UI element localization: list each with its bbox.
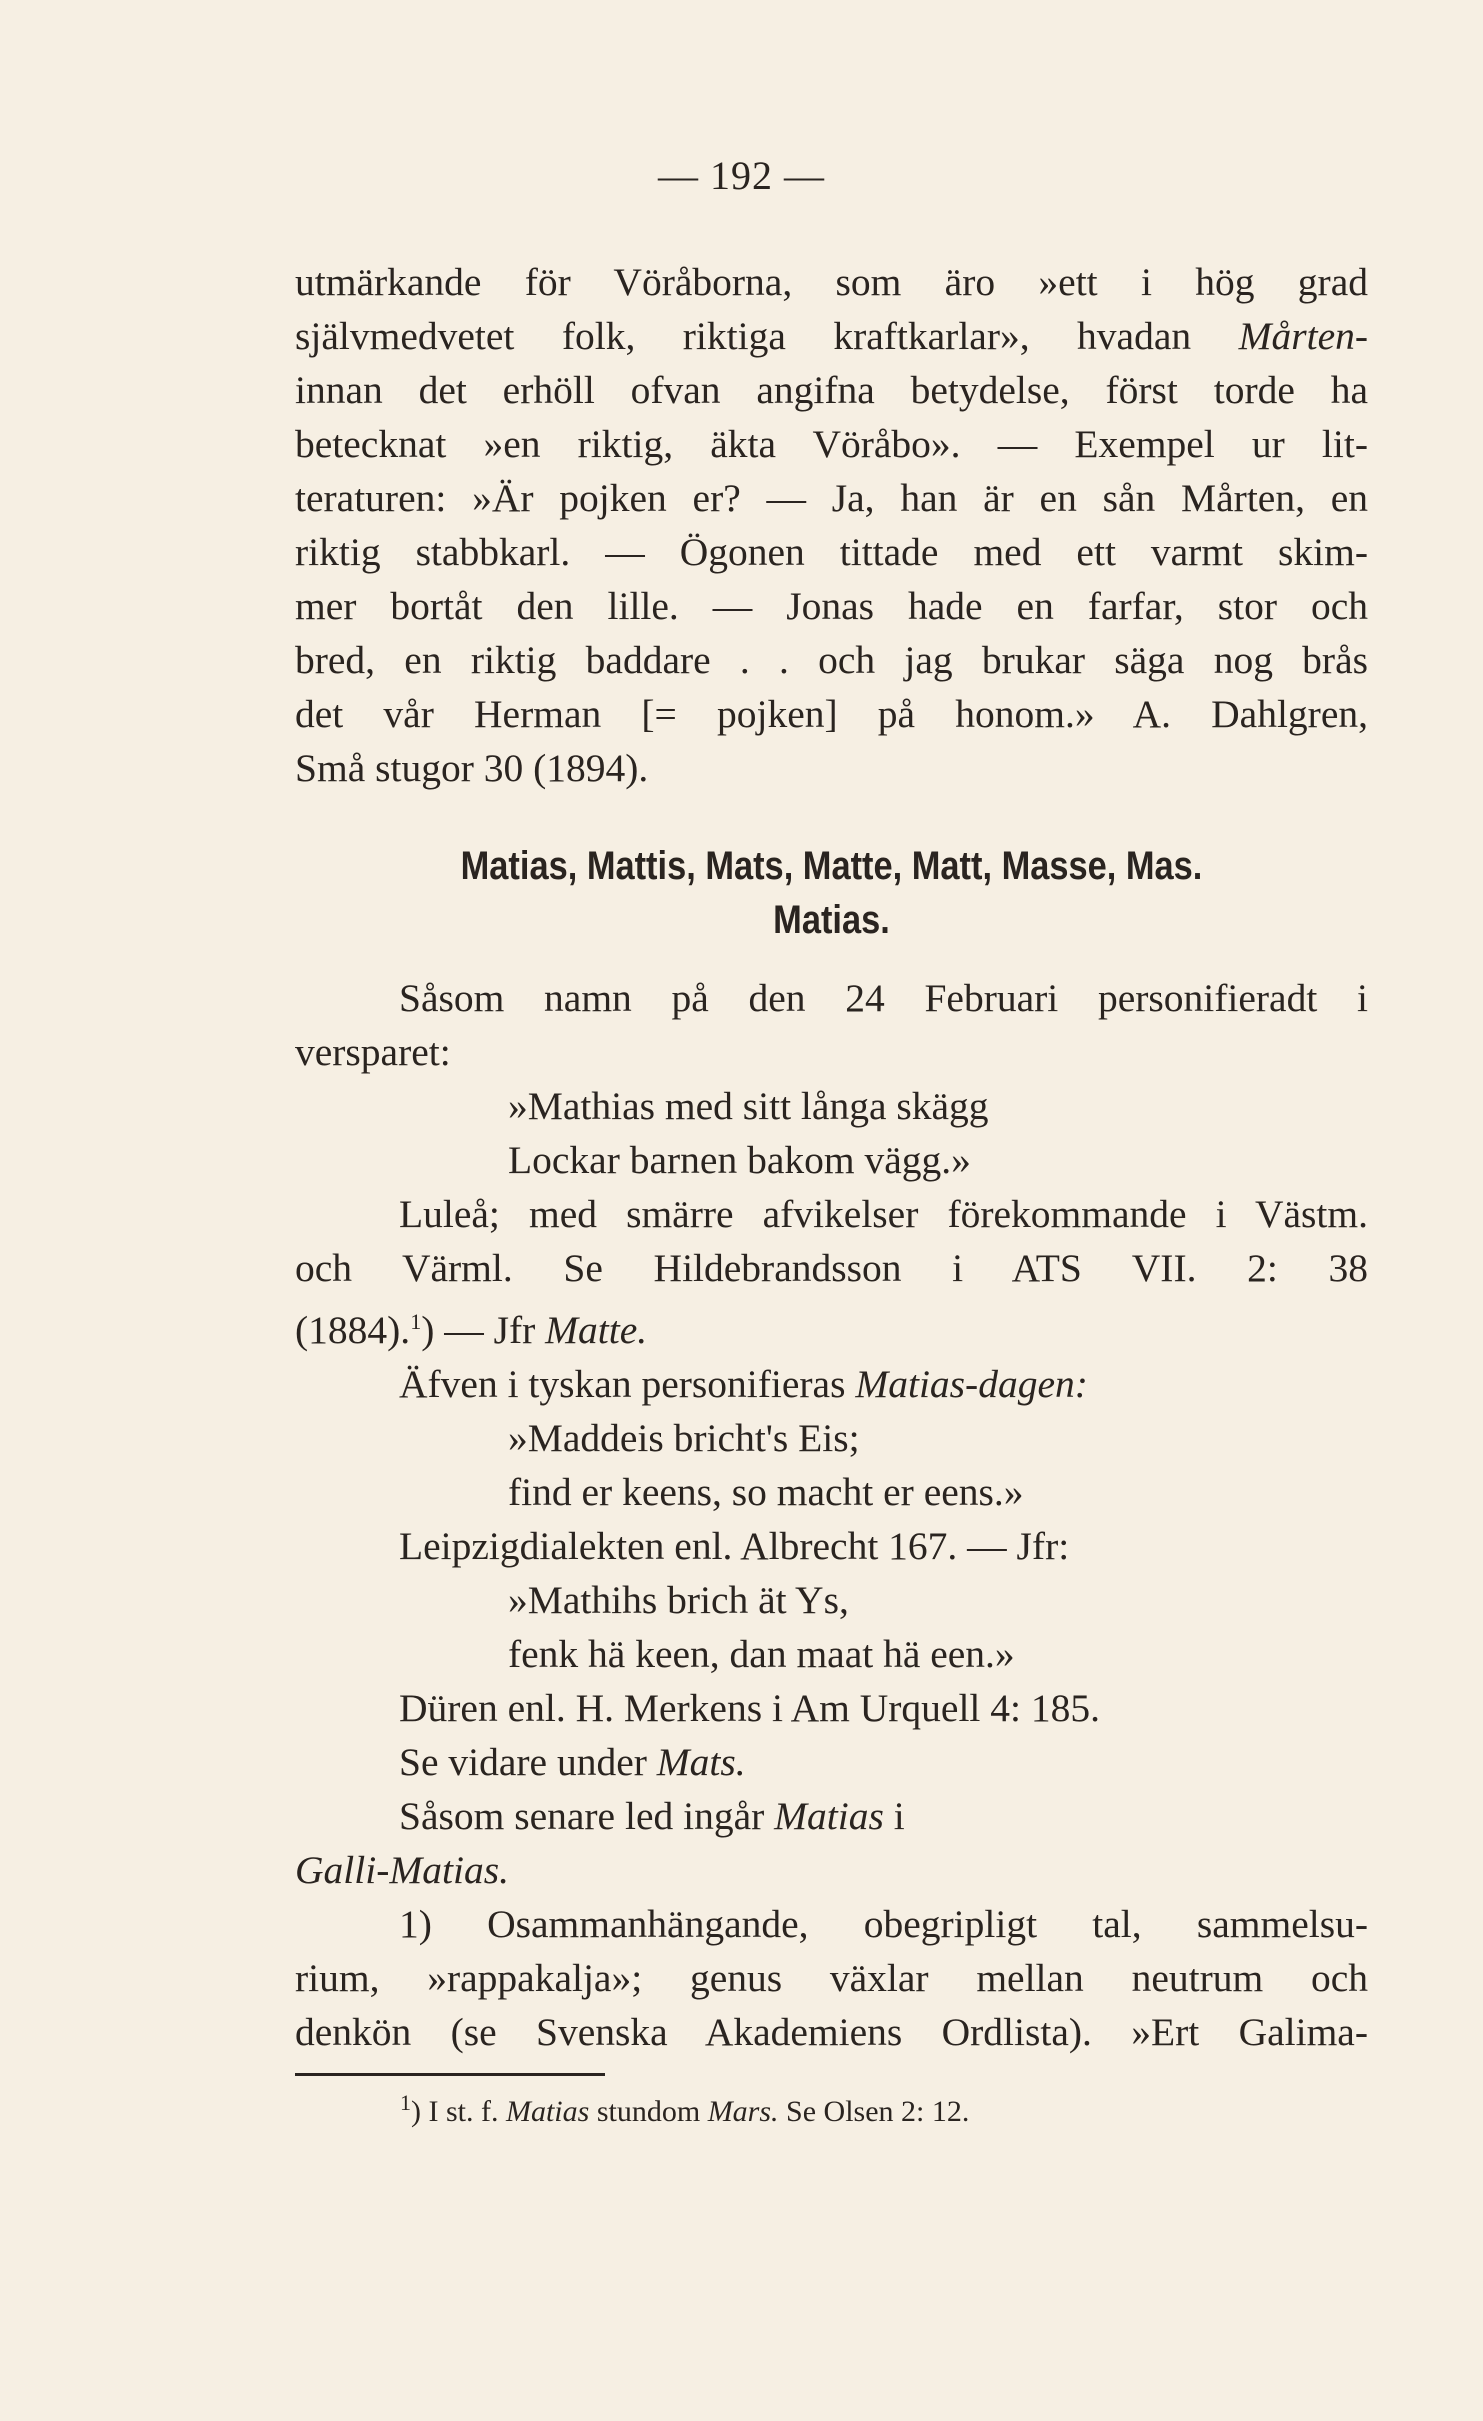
text-line: Leipzigdialekten enl. Albrecht 167. — Jfr:	[399, 1524, 1070, 1569]
italic-word: Matias	[505, 2095, 590, 2129]
text-line	[295, 1357, 1368, 1411]
footnote	[295, 2076, 1368, 2139]
text-line: 1) Osammanhängande, obegripligt tal, sammelsu-	[399, 1902, 1368, 1947]
text-line: riktig stabbkarl. — Ögonen tittade med ett varmt skim-	[295, 530, 1368, 574]
italic-word: Matias	[774, 1794, 884, 1839]
italic-word: Mars.	[707, 2095, 779, 2129]
text-line: och Värml. Se Hildebrandsson i ATS VII. 2: 38	[295, 1246, 1368, 1290]
text-line: betecknat »en riktig, äkta Vöråbo». — Exempel ur lit-	[295, 422, 1368, 466]
text-line: teraturen: »Är pojken er? — Ja, han är en sån Mårten, en	[295, 476, 1368, 520]
verse-line: »Mathihs brich ät Ys,	[508, 1578, 849, 1623]
text-fragment: ) — Jfr	[421, 1308, 546, 1353]
text-line	[295, 1735, 1368, 1789]
text-line: bred, en riktig baddare . . och jag brukar säga nog brås	[295, 638, 1368, 682]
text-fragment: i	[883, 1794, 905, 1839]
main-text	[295, 255, 1368, 2139]
verse-line: find er keens, so macht er eens.»	[508, 1470, 1024, 1515]
text-line	[295, 1789, 1368, 1843]
text-line: Såsom namn på den 24 Februari personifieradt i	[399, 976, 1368, 1020]
text-fragment: Se vidare under	[399, 1740, 657, 1785]
italic-word: Matias-dagen:	[855, 1362, 1088, 1407]
text-line	[295, 1295, 1368, 1357]
text-fragment: Såsom senare led ingår	[399, 1794, 775, 1839]
italic-word: Mats.	[656, 1740, 746, 1785]
text-fragment: Se Olsen 2: 12.	[778, 2095, 970, 2129]
text-line: versparet:	[295, 1030, 451, 1074]
text-fragment: stundom	[589, 2095, 708, 2129]
text-line: innan det erhöll ofvan angifna betydelse, först torde ha	[295, 368, 1368, 412]
footnote-mark: 1	[400, 2090, 411, 2116]
italic-word: Mårten-	[1238, 314, 1368, 358]
text-line: Luleå; med smärre afvikelser förekommande i Västm.	[399, 1192, 1368, 1236]
verse-line: Lockar barnen bakom vägg.»	[508, 1138, 971, 1182]
text-fragment: självmedvetet folk, riktiga kraftkarlar», hvadan	[295, 314, 1239, 358]
text-fragment: (1884).	[295, 1308, 411, 1353]
text-line: mer bortåt den lille. — Jonas hade en farfar, stor och	[295, 584, 1368, 628]
italic-word: Matte.	[545, 1308, 648, 1353]
text-fragment: ) I st. f.	[411, 2095, 506, 2129]
page-number: — 192 —	[658, 153, 825, 198]
text-fragment: Äfven i tyskan personifieras	[399, 1362, 856, 1407]
section-heading: Matias, Mattis, Mats, Matte, Matt, Masse, Mas.	[460, 844, 1203, 888]
text-line: Düren enl. H. Merkens i Am Urquell 4: 185.	[399, 1686, 1101, 1731]
verse-line: »Mathias med sitt långa skägg	[508, 1084, 989, 1128]
italic-word: Galli-Matias.	[295, 1848, 509, 1893]
verse-line: »Maddeis bricht's Eis;	[508, 1416, 860, 1461]
section-subheading: Matias.	[773, 898, 890, 942]
text-line: rium, »rappakalja»; genus växlar mellan neutrum och	[295, 1956, 1368, 2001]
text-line: det vår Herman [= pojken] på honom.» A. Dahlgren,	[295, 692, 1368, 736]
verse-line: fenk hä keen, dan maat hä een.»	[508, 1632, 1015, 1677]
text-line	[295, 309, 1368, 363]
footnote-ref: 1	[410, 1309, 422, 1334]
text-line	[295, 1843, 1368, 1897]
text-line: Små stugor 30 (1894).	[295, 746, 649, 790]
text-line: denkön (se Svenska Akademiens Ordlista). »Ert Galima-	[295, 2010, 1368, 2055]
text-line: utmärkande för Vöråborna, som äro »ett i hög grad	[295, 260, 1368, 304]
